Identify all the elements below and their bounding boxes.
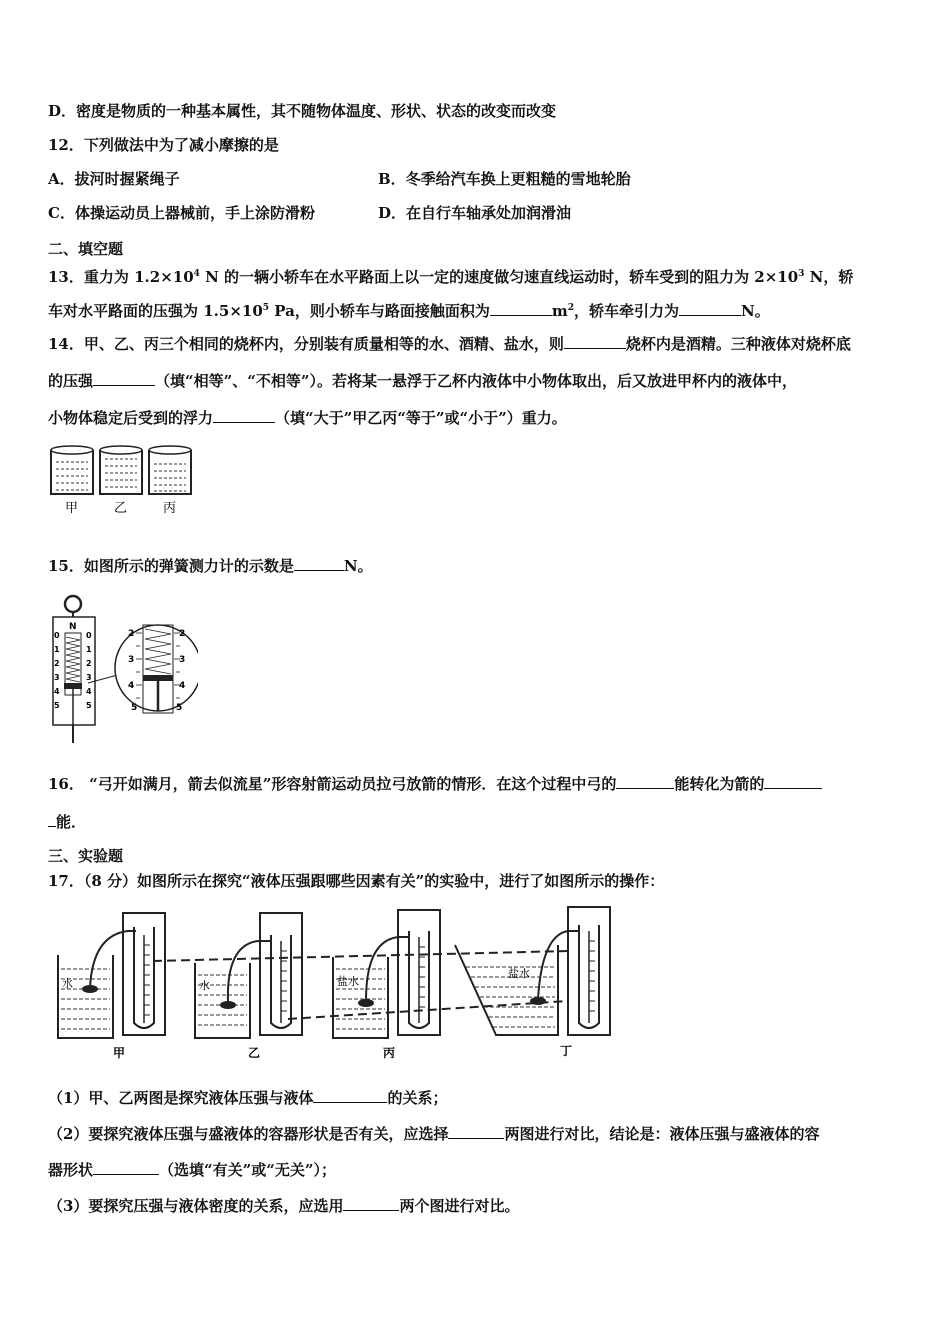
q12-option-b: B．冬季给汽车换上更粗糙的雪地轮胎 <box>378 170 631 188</box>
zoom-tick-label: 2 <box>128 629 135 639</box>
apparatus-ding <box>455 907 610 1058</box>
liquid-pressure-figure <box>48 905 620 1065</box>
reference-line <box>153 951 568 961</box>
section-experiment: 三、实验题 <box>48 847 124 865</box>
unit-label: N <box>69 622 77 632</box>
q17-text: （选填“有关”或“无关”）； <box>159 1161 337 1179</box>
q15-blank-reading[interactable] <box>294 556 344 571</box>
scale-tick-label: 4 <box>54 687 60 696</box>
q14-line3 <box>48 408 567 428</box>
q14-text: 小物体稳定后受到的浮力 <box>48 409 214 427</box>
q17-stem: 17．（8 分）如图所示在探究“液体压强跟哪些因素有关”的实验中，进行了如图所示的操作： <box>48 872 665 890</box>
q13-blank-force[interactable] <box>679 301 741 316</box>
q13-text: Pa，则小轿车与路面接触面积为 <box>269 302 490 320</box>
zoom-tick-label: 3 <box>179 655 186 665</box>
q11-option-d: D．密度是物质的一种基本属性，其不随物体温度、形状、状态的改变而改变 <box>48 102 557 120</box>
liquid-label: 水 <box>62 977 73 990</box>
q17-blank-4[interactable] <box>343 1196 399 1211</box>
beaker-label: 乙 <box>114 501 128 516</box>
figure-label: 甲 <box>113 1046 126 1060</box>
q12-stem: 12．下列做法中为了减小摩擦的是 <box>48 136 279 154</box>
zoom-tick-label: 4 <box>179 681 186 691</box>
zoom-tick-label: 2 <box>179 629 186 639</box>
q14-text: （填“大于”甲乙丙“等于”或“小于”）重力。 <box>275 409 567 427</box>
beaker-label: 甲 <box>65 501 79 516</box>
q16-blank-energy2[interactable] <box>764 774 822 789</box>
q17-text: （1）甲、乙两图是探究液体压强与液体 <box>48 1089 314 1107</box>
q12-option-a: A．拔河时握紧绳子 <box>48 170 180 188</box>
q17-text: 器形状 <box>48 1161 94 1179</box>
figure-label: 丙 <box>383 1046 396 1060</box>
q14-line1 <box>48 334 851 354</box>
q13-exponent: 2 <box>567 303 574 313</box>
zoom-tick-label: 4 <box>128 681 135 691</box>
liquid-label: 盐水 <box>508 967 530 980</box>
q13-unit: m <box>551 302 568 320</box>
apparatus-jia <box>58 913 165 1060</box>
scale-tick-label: 0 <box>54 631 60 640</box>
q15-stem <box>48 556 373 576</box>
q12-option-c: C．体操运动员上器械前，手上涂防滑粉 <box>48 204 315 222</box>
scale-tick-label: 5 <box>54 701 60 710</box>
q17-text: （3）要探究压强与液体密度的关系，应选用 <box>48 1197 344 1215</box>
section-fill-in-blank: 二、填空题 <box>48 240 124 258</box>
q13-line1 <box>48 264 853 287</box>
q17-text: 两图进行对比，结论是：液体压强与盛液体的容 <box>504 1125 820 1143</box>
q14-blank-buoyancy[interactable] <box>213 408 275 423</box>
q13-text: 13．重力为 1.2×10 <box>48 268 194 286</box>
q13-text: ，轿车牵引力为 <box>574 302 680 320</box>
q14-text: 烧杯内是酒精。三种液体对烧杯底 <box>625 335 851 353</box>
pointer <box>64 683 82 689</box>
q16-text: 能． <box>56 813 87 831</box>
q13-text: N 的一辆小轿车在水平路面上以一定的速度做匀速直线运动时，轿车受到的阻力为 2×10 <box>199 268 799 286</box>
q16-blank-energy1[interactable] <box>616 774 674 789</box>
q17-sub2-line1 <box>48 1124 819 1144</box>
apparatus-bing <box>333 910 440 1060</box>
q16-text: 16． “弓开如满月，箭去似流星”形容射箭运动员拉弓放箭的情形．在这个过程中弓的 <box>48 775 617 793</box>
beaker-bing <box>149 446 191 516</box>
scale-tick-label: 1 <box>86 645 92 654</box>
q16-text: 能转化为箭的 <box>674 775 765 793</box>
q14-text: （填“相等”、“不相等”）。若将某一悬浮于乙杯内液体中小物体取出，后又放进甲杯内的液体中， <box>155 372 798 390</box>
apparatus-yi <box>195 913 302 1060</box>
q13-exponent: 4 <box>193 269 200 279</box>
q13-unit: N。 <box>741 302 770 320</box>
q16-blank-energy2-cont[interactable] <box>48 812 56 827</box>
scale-tick-label: 5 <box>86 701 92 710</box>
q17-sub1 <box>48 1088 447 1108</box>
q13-text: 车对水平路面的压强为 1.5×10 <box>48 302 263 320</box>
q13-exponent: 3 <box>798 269 805 279</box>
q13-text: N，轿 <box>804 268 854 286</box>
q12-option-d: D．在自行车轴承处加润滑油 <box>378 204 572 222</box>
beaker-jia <box>51 446 93 516</box>
q16-line2 <box>48 812 86 832</box>
zoom-tick-label: 3 <box>128 655 135 665</box>
q15-text: 15．如图所示的弹簧测力计的示数是 <box>48 557 294 575</box>
spring-scale-figure <box>48 593 198 748</box>
q13-blank-area[interactable] <box>490 301 552 316</box>
q14-blank-alcohol[interactable] <box>564 334 626 349</box>
q17-text: 两个图进行对比。 <box>399 1197 520 1215</box>
q14-text: 的压强 <box>48 372 94 390</box>
zoom-tick-label: 5 <box>176 703 183 713</box>
beakers-figure <box>48 444 198 518</box>
q14-text: 14．甲、乙、丙三个相同的烧杯内，分别装有质量相等的水、酒精、盐水，则 <box>48 335 564 353</box>
scale-tick-label: 3 <box>54 673 60 682</box>
q14-blank-pressure[interactable] <box>93 371 155 386</box>
q17-blank-1[interactable] <box>313 1088 387 1103</box>
q17-text: 的关系； <box>387 1089 448 1107</box>
q17-blank-3[interactable] <box>93 1160 159 1175</box>
liquid-label: 水 <box>199 979 210 992</box>
q14-line2 <box>48 371 797 391</box>
beaker-yi <box>100 446 142 516</box>
figure-label: 丁 <box>560 1044 573 1058</box>
hook-ring <box>65 596 81 612</box>
q16-line1 <box>48 774 822 794</box>
scale-tick-label: 1 <box>54 645 60 654</box>
q13-exponent: 5 <box>262 303 270 313</box>
q13-line2 <box>48 298 770 321</box>
q15-text: N。 <box>343 557 373 575</box>
scale-tick-label: 2 <box>86 659 92 668</box>
q17-blank-2[interactable] <box>448 1124 504 1139</box>
scale-tick-label: 0 <box>86 631 92 640</box>
q17-text: （2）要探究液体压强与盛液体的容器形状是否有关，应选择 <box>48 1125 449 1143</box>
scale-tick-label: 3 <box>86 673 92 682</box>
zoom-tick-label: 5 <box>131 703 138 713</box>
figure-label: 乙 <box>248 1046 261 1060</box>
beaker-label: 丙 <box>163 501 177 516</box>
q17-sub3 <box>48 1196 519 1216</box>
scale-tick-label: 4 <box>86 687 92 696</box>
liquid-label: 盐水 <box>337 975 359 988</box>
q17-sub2-line2 <box>48 1160 336 1180</box>
scale-tick-label: 2 <box>54 659 60 668</box>
